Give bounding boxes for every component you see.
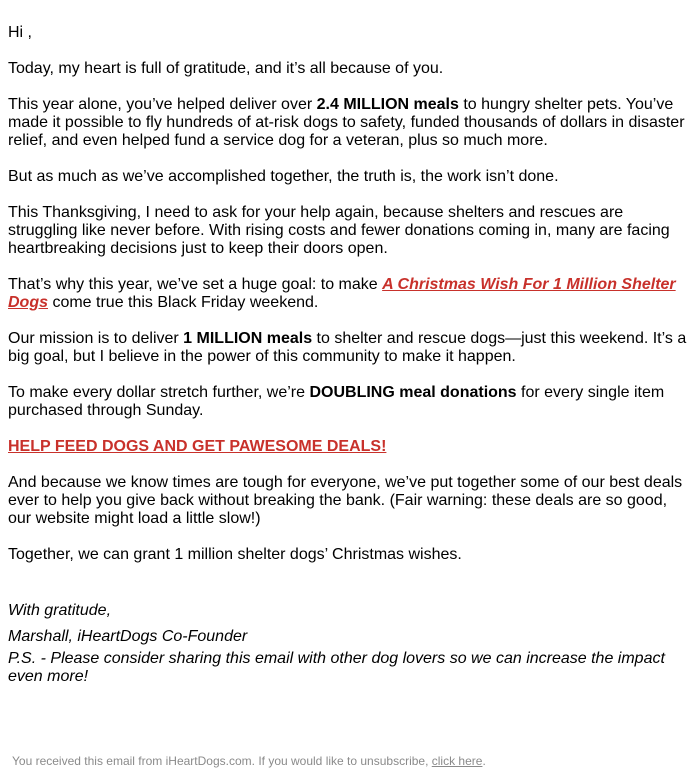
- christmas-wish-link[interactable]: A Christmas Wish For 1 Million Shelter Dogs: [8, 276, 676, 311]
- doubling-text-after: for every single item purchased through Sunday.: [8, 384, 665, 419]
- mission-text-before: Our mission is to deliver: [8, 330, 184, 347]
- cta-paragraph: [8, 438, 690, 456]
- signoff-text: With gratitude,: [8, 602, 112, 619]
- mission-text-after: to shelter and rescue dogs—just this weekend. It’s a big goal, but I believe in the power of this community to make it happen.: [8, 330, 687, 365]
- impact-meals-bold: 2.4 MILLION meals: [316, 96, 459, 113]
- email-body: [8, 24, 690, 686]
- paragraph-thanksgiving: This Thanksgiving, I need to ask for your help again, because shelters and rescues are struggling like never before. With rising costs and fewer donations coming in, many are facing heartbreaking decisions just to keep their doors open.: [8, 204, 670, 257]
- email-footer: [12, 754, 486, 768]
- signature: Marshall, iHeartDogs Co-Founder: [8, 628, 248, 645]
- goal-text-after: come true this Black Friday weekend.: [48, 294, 319, 311]
- paragraph-together: Together, we can grant 1 million shelter dogs’ Christmas wishes.: [8, 546, 462, 563]
- impact-text-after: to hungry shelter pets. You’ve made it possible to fly hundreds of at-risk dogs to safety, funded thousands of dollars in disaster relief, and even helped fund a service dog for a veteran, plus so much more.: [8, 96, 685, 149]
- mission-meals-bold: 1 MILLION meals: [183, 330, 313, 347]
- paragraph-mission: [8, 330, 690, 366]
- feed-dogs-deals-link[interactable]: HELP FEED DOGS AND GET PAWESOME DEALS!: [8, 438, 387, 455]
- impact-text-before: This year alone, you’ve helped deliver over: [8, 96, 317, 113]
- doubling-bold: DOUBLING meal donations: [309, 384, 517, 401]
- postscript: P.S. - Please consider sharing this email with other dog lovers so we can increase the impact even more!: [8, 650, 665, 685]
- greeting: Hi ,: [8, 24, 32, 41]
- spacer: [8, 582, 690, 602]
- paragraph-impact: [8, 96, 690, 150]
- footer-end: .: [482, 754, 486, 768]
- paragraph-goal: [8, 276, 690, 312]
- unsubscribe-link[interactable]: click here: [431, 754, 483, 768]
- paragraph-deals: And because we know times are tough for everyone, we’ve put together some of our best deals ever to help you give back without breaking the bank. (Fair warning: these deals are so good, our website might load a little slow!): [8, 474, 683, 527]
- doubling-text-before: To make every dollar stretch further, we’re: [8, 384, 310, 401]
- footer-text: You received this email from iHeartDogs.com. If you would like to unsubscribe,: [12, 754, 432, 768]
- signoff-block: [8, 602, 690, 686]
- paragraph-gratitude: Today, my heart is full of gratitude, and it’s all because of you.: [8, 60, 444, 77]
- paragraph-doubling: [8, 384, 690, 420]
- goal-text-before: That’s why this year, we’ve set a huge goal: to make: [8, 276, 383, 293]
- paragraph-work-not-done: But as much as we’ve accomplished together, the truth is, the work isn’t done.: [8, 168, 559, 185]
